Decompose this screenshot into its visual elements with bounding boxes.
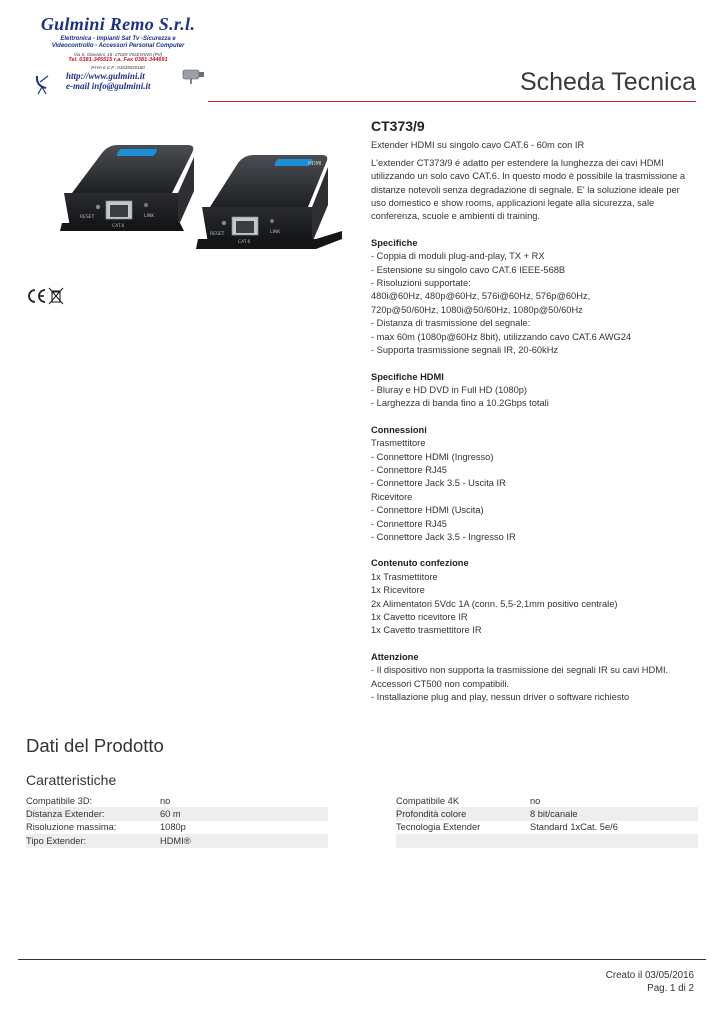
product-data-heading: Dati del Prodotto xyxy=(26,735,164,756)
logo-email: e-mail info@gulmini.it xyxy=(66,81,151,91)
warning-line: - Installazione plug and play, nessun driver o software richiesto xyxy=(371,692,630,703)
product-code: CT373/9 xyxy=(371,118,425,134)
document-title: Scheda Tecnica xyxy=(519,68,696,96)
reset-label: RESET xyxy=(80,215,95,220)
spec-line: 480i@60Hz, 480p@60Hz, 576i@60Hz, 576p@60Hz, xyxy=(371,291,591,302)
section-contenuto xyxy=(371,571,701,638)
row-key: Profondità colore xyxy=(396,807,530,820)
section-title-contenuto: Contenuto confezione xyxy=(371,558,469,569)
intro-line: uso domestico e show rooms, applicazioni legate alla sicurezza, sale xyxy=(371,198,655,209)
spec-line: - Distanza di trasmissione del segnale: xyxy=(371,318,531,329)
header-divider xyxy=(208,101,696,102)
table-row xyxy=(396,807,698,820)
row-value: 60 m xyxy=(160,807,328,820)
table-row xyxy=(26,794,328,807)
row-key: Compatibile 3D: xyxy=(26,795,93,806)
link-label: LINK xyxy=(270,230,281,235)
ce-mark-icon xyxy=(29,290,45,302)
section-title-hdmi: Specifiche HDMI xyxy=(371,371,444,382)
row-value: 1080p xyxy=(160,822,186,833)
section-title-connessioni: Connessioni xyxy=(371,424,427,435)
intro-line: L'extender CT373/9 é adatto per estendere la lunghezza dei cavi HDMI xyxy=(371,157,664,168)
creation-date: Creato il 03/05/2016 xyxy=(605,970,694,981)
connection-line: Trasmettitore xyxy=(371,438,426,449)
row-value: no xyxy=(160,795,171,806)
spec-line: - Supporta trasmissione segnali IR, 20-60kHz xyxy=(371,345,559,356)
product-image xyxy=(60,135,350,255)
row-value: HDMI® xyxy=(160,834,328,847)
section-hdmi xyxy=(371,384,701,411)
table-row xyxy=(26,821,328,834)
certification-marks xyxy=(26,287,66,305)
hdmi-line: - Bluray e HD DVD in Full HD (1080p) xyxy=(371,384,528,395)
connection-line: Ricevitore xyxy=(371,491,413,502)
section-connessioni xyxy=(371,437,701,544)
package-line: 1x Ricevitore xyxy=(371,585,425,596)
link-label: LINK xyxy=(144,214,155,219)
satellite-dish-icon xyxy=(34,72,54,96)
connection-line: - Connettore HDMI (Ingresso) xyxy=(371,451,494,462)
table-row xyxy=(396,821,698,834)
row-value: 8 bit/canale xyxy=(530,807,698,820)
section-title-specifiche: Specifiche xyxy=(371,237,418,248)
characteristics-heading: Caratteristiche xyxy=(26,772,117,788)
row-key: Compatibile 4K xyxy=(396,795,460,806)
connection-line: - Connettore Jack 3.5 - Ingresso IR xyxy=(371,531,516,542)
footer-divider xyxy=(18,959,706,960)
spec-line: - Coppia di moduli plug-and-play, TX + RX xyxy=(371,251,545,262)
hdmi-line: - Larghezza di banda fino a 10.2Gbps totali xyxy=(371,398,549,409)
row-key: Tecnologia Extender xyxy=(396,822,481,833)
reset-label: RESET xyxy=(210,232,225,237)
row-key: Risoluzione massima: xyxy=(26,822,117,833)
section-title-attenzione: Attenzione xyxy=(371,651,419,662)
logo-address: Via S. Giovanni, 18 -27029 VIGEVANO (PV) xyxy=(73,52,163,57)
row-value: Standard 1xCat. 5e/6 xyxy=(530,822,618,833)
warning-line: - Il dispositivo non supporta la trasmissione dei segnali IR su cavi HDMI. xyxy=(371,665,669,676)
transmitter-unit xyxy=(60,145,194,231)
hdmi-label: HDMI xyxy=(308,161,322,167)
package-line: 1x Trasmettitore xyxy=(371,571,438,582)
intro-line: utilizzando un solo cavo CAT.6. In questo modo è possibile la trasmissione a xyxy=(371,171,686,182)
footer-info xyxy=(606,969,694,996)
row-key xyxy=(396,834,530,847)
section-specifiche xyxy=(371,250,701,357)
connection-line: - Connettore Jack 3.5 - Uscita IR xyxy=(371,478,506,489)
table-row xyxy=(26,834,328,847)
cat6-label: CAT.6 xyxy=(112,224,125,229)
logo-vat: P.IVA e C.F.: 01635520180 xyxy=(91,65,145,70)
product-intro xyxy=(371,157,701,224)
company-logo xyxy=(30,14,206,98)
weee-bin-icon xyxy=(49,288,63,304)
spec-line: - max 60m (1080p@60Hz 8bit), utilizzando cavo CAT.6 AWG24 xyxy=(371,331,632,342)
package-line: 1x Cavetto trasmettitore IR xyxy=(371,625,482,636)
cat6-label: CAT.6 xyxy=(238,240,251,245)
product-subtitle: Extender HDMI su singolo cavo CAT.6 - 60m con IR xyxy=(371,140,585,151)
logo-website: http://www.gulmini.it xyxy=(66,71,145,81)
page-number: Pag. 1 di 2 xyxy=(647,983,694,995)
package-line: 1x Cavetto ricevitore IR xyxy=(371,612,468,622)
row-key: Distanza Extender: xyxy=(26,807,160,820)
logo-company-name: Gulmini Remo S.r.l. xyxy=(40,14,196,34)
logo-line-2: Videocontrollo - Accessori Personal Computer xyxy=(51,43,185,49)
receiver-unit xyxy=(196,155,342,249)
intro-line: conferenza, scuole e ambienti di training. xyxy=(371,211,540,222)
connection-line: - Connettore HDMI (Uscita) xyxy=(371,505,484,516)
intro-line: distanze notevoli senza degradazione di segnale. E' la soluzione ideale per xyxy=(371,184,680,195)
connection-line: - Connettore RJ45 xyxy=(371,464,447,475)
logo-line-1: Elettronica - Impianti Sat Tv -Sicurezza e xyxy=(60,36,176,42)
connection-line: - Connettore RJ45 xyxy=(371,518,447,529)
package-line: 2x Alimentatori 5Vdc 1A (conn. 5,5-2,1mm positivo centrale) xyxy=(371,598,618,609)
section-attenzione xyxy=(371,664,701,704)
warning-line: Accessori CT500 non compatibili. xyxy=(371,678,509,689)
logo-phone-fax: Tel. 0381-345515 r.a. Fax 0381-344691 xyxy=(68,57,168,63)
spec-line: - Risoluzioni supportate: xyxy=(371,278,471,289)
characteristics-table-left xyxy=(26,794,328,848)
row-key: Tipo Extender: xyxy=(26,834,160,847)
table-row xyxy=(396,794,698,807)
table-row xyxy=(26,807,328,820)
row-value xyxy=(530,834,698,847)
table-row xyxy=(396,834,698,847)
row-value: no xyxy=(530,795,541,806)
camera-icon xyxy=(182,68,206,86)
product-description xyxy=(371,120,701,704)
characteristics-table-right xyxy=(396,794,698,848)
spec-line: 720p@50/60Hz, 1080i@50/60Hz, 1080p@50/60Hz xyxy=(371,304,583,315)
spec-line: - Estensione su singolo cavo CAT.6 IEEE-568B xyxy=(371,264,566,275)
